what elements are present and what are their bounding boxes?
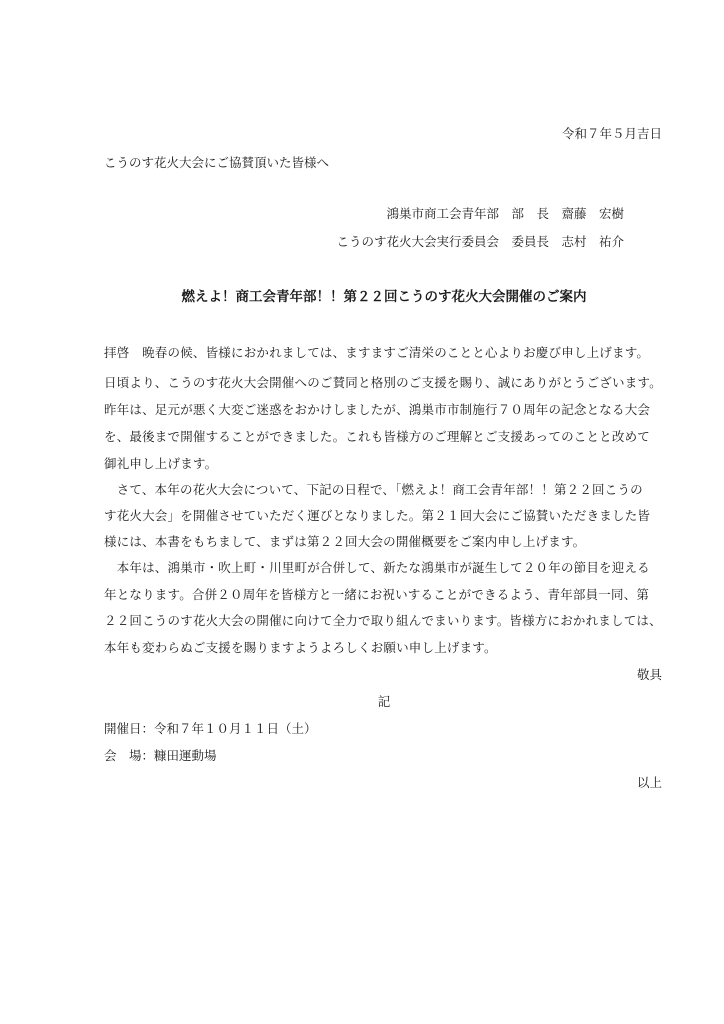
body-line: さて、本年の花火大会について、下記の日程で、「燃えよ！商工会青年部！！第２２回こうの (104, 482, 643, 497)
letter-date: 令和７年５月吉日 (561, 126, 662, 141)
recipient-line: こうのす花火大会にご協賛頂いた皆様へ (104, 155, 330, 170)
body-line: 本年も変わらぬご支援を賜りますようよろしくお願い申し上げます。 (104, 640, 497, 655)
end-ijou: 以上 (636, 775, 662, 790)
ki-heading: 記 (377, 694, 391, 709)
event-venue: 会 場：糠田運動場 (104, 748, 217, 763)
sender-line-1: 鴻巣市商工会青年部 部 長 齋藤 宏樹 (386, 206, 624, 221)
body-line: す花火大会」を開催させていただく運びとなりました。第２１回大会にご協賛いただきました皆 (104, 508, 651, 523)
body-line: 日頃より、こうのす花火大会開催へのご賛同と格別のご支援を賜り、誠にありがとうございます。 (104, 375, 662, 390)
body-line: 年となります。合併２０周年を皆様方と一緒にお祝いすることができるよう、青年部員一同、第 (104, 587, 650, 602)
body-line: 昨年は、足元が悪く大変ご迷惑をおかけしましたが、鴻巣市市制施行７０周年の記念となる大会 (104, 402, 651, 417)
body-line: ２２回こうのす花火大会の開催に向けて全力で取り組んでまいります。皆様方におかれましては、 (104, 613, 662, 628)
body-line: 様には、本書をもちまして、まずは第２２回大会の開催概要をご案内申し上げます。 (104, 534, 586, 549)
closing-keigu: 敬具 (636, 667, 662, 682)
body-line: 本年は、鴻巣市・吹上町・川里町が合併して、新たな鴻巣市が誕生して２０年の節目を迎える (104, 560, 650, 575)
document-title: 燃えよ！商工会青年部！！第２２回こうのす花火大会開催のご案内 (181, 289, 587, 305)
sender-line-2: こうのす花火大会実行委員会 委員長 志村 祐介 (336, 234, 624, 249)
event-date: 開催日：令和７年１０月１１日（土） (104, 721, 317, 736)
body-line: 御礼申し上げます。 (104, 456, 218, 471)
body-line: 拝啓 晩春の候、皆様におかれましては、ますますご清栄のことと心よりお慶び申し上げます。 (104, 345, 650, 360)
body-line: を、最後まで開催することができました。これも皆様方のご理解とご支援あってのことと改めて (104, 429, 650, 444)
